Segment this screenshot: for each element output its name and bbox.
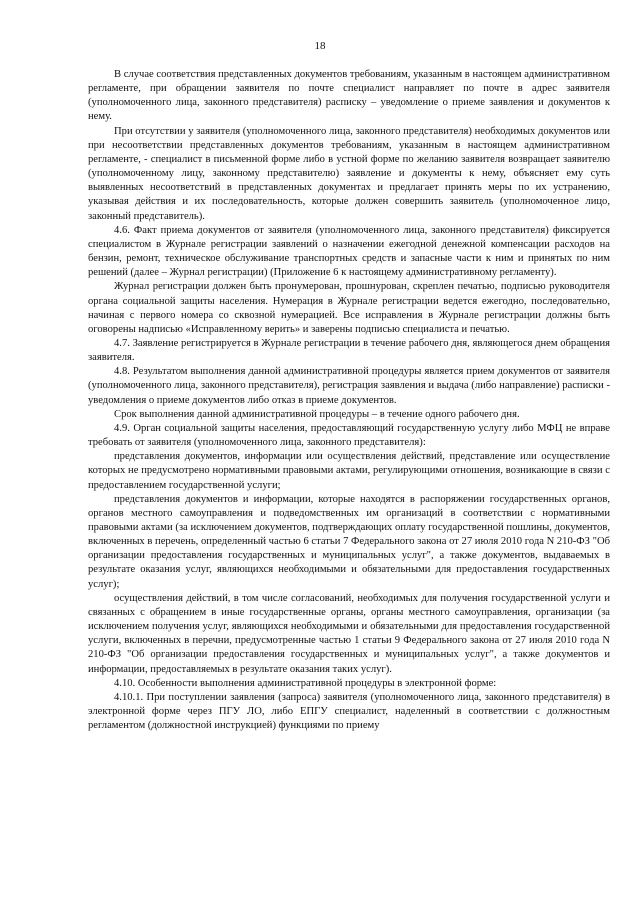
paragraph-4-6-registration: 4.6. Факт приема документов от заявителя (уполномоченного лица, законного представителя) фиксируется специалистом в Журнале регистрации заявлений о назначении ежегодной денежной компенсации расходов на бензин, ремонт, техническое обслуживание транспортных средств и запасные части к ним и принятых по ним решений (далее – Журнал регистрации) (Приложение 6 к настоящему административному регламенту). xyxy=(88,224,610,279)
document-body xyxy=(88,68,610,733)
page-number: 18 xyxy=(314,40,326,52)
paragraph-4-9-item-3: осуществления действий, в том числе согласований, необходимых для получения государственной услуги и связанных с обращением в иные государственные органы, органы местного самоуправления, организации (за исключением получения услуг, являющихся необходимыми и обязательными для предоставления государственной услуги, включенных в перечни, предусмотренные частью 1 статьи 9 Федерального закона от 27 июля 2010 года N 210-ФЗ "Об организации предоставления государственных и муниципальных услуг", а также документов и информации, предоставляемых в результате оказания таких услуг). xyxy=(88,592,610,675)
paragraph-4-8-result: 4.8. Результатом выполнения данной административной процедуры является прием документов от заявителя (уполномоченного лица, законного представителя), регистрация заявления и выдача (либо направление) расписки - уведомления о приеме документов либо отказ в приеме документов. xyxy=(88,366,610,406)
paragraph-4-10-1: 4.10.1. При поступлении заявления (запроса) заявителя (уполномоченного лица, законного представителя) в электронной форме через ПГУ ЛО, либо ЕПГУ специалист, наделенный в соответствии с должностным регламентом (должностной инструкцией) функциями по приему xyxy=(88,691,610,732)
paragraph-4-7: 4.7. Заявление регистрируется в Журнале регистрации в течение рабочего дня, являющегося днем обращения заявителя. xyxy=(88,337,610,364)
paragraph-missing-documents: При отсутствии у заявителя (уполномоченного лица, законного представителя) необходимых документов или при несоответствии представленных документов требованиям, указанным в настоящем административном регламенте, - специалист в письменной форме либо в устной форме по желанию заявителя возвращает заявителю (уполномоченному лицу, законному представителю) заявление и документы к нему, объясняет ему суть выявленных несоответствий в представленных документах и предлагает принять меры по их устранению, указывая действия и их последовательность, которые должен совершить заявитель (уполномоченное лицо, законный представитель). xyxy=(88,125,610,222)
paragraph-journal-requirements: Журнал регистрации должен быть пронумерован, прошнурован, скреплен печатью, подписью руководителя органа социальной защиты населения. Нумерация в Журнале регистрации ведется ежегодно, последовательно, начиная с первого номера со сквозной нумерацией. Все исправления в Журнале регистрации должны быть оговорены надписью «Исправленному верить» и заверены подписью специалиста и печатью. xyxy=(88,281,610,335)
paragraph-4-9-item-2: представления документов и информации, которые находятся в распоряжении государственных органов, органов местного самоуправления и подведомственных им организаций в соответствии с нормативными правовыми актами (за исключением документов, подтверждающих оплату государственной пошлины, документов, включенных в перечень, определенный частью 6 статьи 7 Федерального закона от 27 июля 2010 года N 210-ФЗ "Об организации предоставления государственных и муниципальных услуг", а также документов, выдаваемых в результате оказания услуг, являющихся необходимыми и обязательными для предоставления государственных услуг); xyxy=(88,493,610,590)
paragraph-mail-receipt: В случае соответствия представленных документов требованиям, указанным в настоящем административном регламенте, при обращении заявителя по почте специалист направляет по почте в адрес заявителя (уполномоченного лица, законного представителя) расписку – уведомление о приеме заявления и документов к нему. xyxy=(88,69,610,123)
paragraph-4-9-item-1: представления документов, информации или осуществления действий, представление или осуществление которых не предусмотрено нормативными правовыми актами, регулирующими отношения, возникающие в связи с предоставлением государственной услуги; xyxy=(88,451,610,491)
paragraph-4-10: 4.10. Особенности выполнения административной процедуры в электронной форме: xyxy=(114,677,497,689)
paragraph-4-9: 4.9. Орган социальной защиты населения, предоставляющий государственную услугу либо МФЦ не вправе требовать от заявителя (уполномоченного лица, законного представителя): xyxy=(88,422,610,449)
paragraph-procedure-term: Срок выполнения данной административной процедуры – в течение одного рабочего дня. xyxy=(114,408,520,420)
